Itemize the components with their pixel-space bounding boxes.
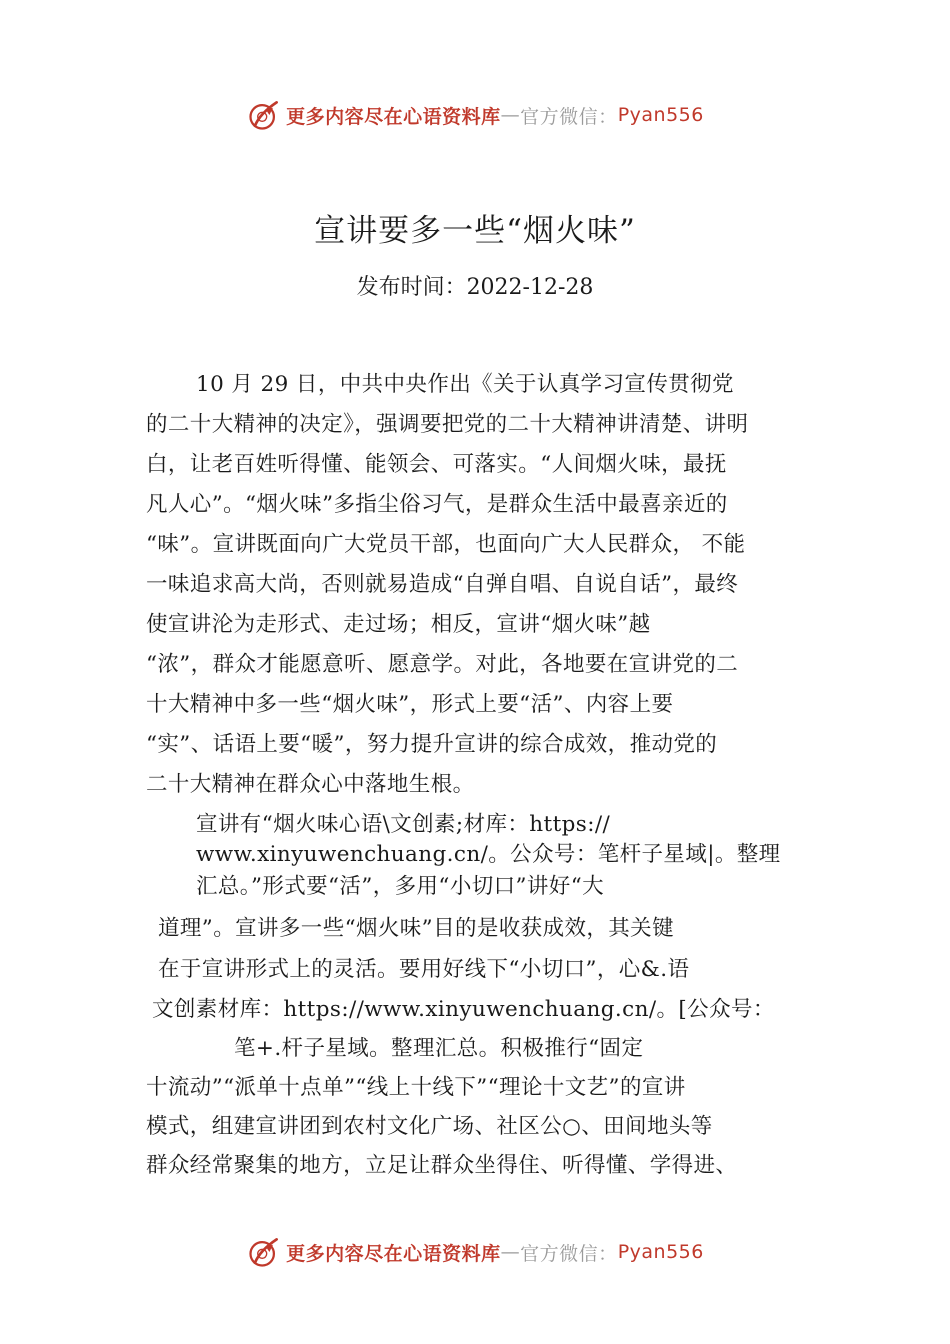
body-line: “实”、话语上要“暖”，努力提升宣讲的综合成效，推动党的 <box>146 732 718 757</box>
banner-dash: — <box>500 1241 521 1263</box>
body-line: 10 月 29 日，中共中央作出《关于认真学习宣传贯彻党 <box>196 372 734 397</box>
banner-label: 官方微信： <box>520 1242 618 1265</box>
banner-dash: — <box>500 104 521 126</box>
body-line: “浓”，群众才能愿意听、愿意学。对此，各地要在宣讲党的二 <box>146 652 739 677</box>
banner-label: 官方微信： <box>520 105 618 128</box>
body-line: 二十大精神在群众心中落地生根。 <box>146 772 475 797</box>
header-banner <box>0 95 950 135</box>
body-line: 文创素材库：https://www.xinyuwenchuang.cn/。[公众号： <box>152 997 775 1022</box>
logo-icon <box>246 97 282 133</box>
body-line: 在于宣讲形式上的灵活。要用好线下“小切口”，心&.语 <box>158 957 690 982</box>
body-line: 群众经常聚集的地方，立足让群众坐得住、听得懂、学得进、 <box>146 1153 738 1178</box>
body-line: 十大精神中多一些“烟火味”，形式上要“活”、内容上要 <box>146 692 674 717</box>
body-line: www.xinyuwenchuang.cn/。公众号：笔杆子星域|。整理 <box>196 842 781 867</box>
body-line: 的二十大精神的决定》，强调要把党的二十大精神讲清楚、讲明 <box>146 412 749 437</box>
body-line: 白，让老百姓听得懂、能领会、可落实。“人间烟火味，最抚 <box>146 452 727 477</box>
banner-main-text: 更多内容尽在心语资料库 <box>286 105 501 128</box>
body-line: “味”。宣讲既面向广大党员干部，也面向广大人民群众， 不能 <box>146 532 746 557</box>
banner-wechat-id: Pyan556 <box>617 1241 704 1263</box>
body-line: 汇总。”形式要“活”，多用“小切口”讲好“大 <box>196 874 605 899</box>
body-line: 使宣讲沦为走形式、走过场；相反，宣讲“烟火味”越 <box>146 612 651 637</box>
footer-banner <box>0 1232 950 1272</box>
body-line: 宣讲有“烟火味心语\文创素;材库：https:// <box>196 812 611 837</box>
body-line: 凡人心”。“烟火味”多指尘俗习气，是群众生活中最喜亲近的 <box>146 492 728 517</box>
body-line: 十流动”“派单十点单”“线上十线下”“理论十文艺”的宣讲 <box>146 1075 686 1100</box>
body-line: 笔+.杆子星域。整理汇总。积极推行“固定 <box>234 1036 644 1061</box>
publish-date: 发布时间：2022-12-28 <box>356 275 594 300</box>
body-line: 道理”。宣讲多一些“烟火味”目的是收获成效，其关键 <box>158 916 674 941</box>
body-line: 模式，组建宣讲团到农村文化广场、社区公○、田间地头等 <box>146 1114 713 1139</box>
article-title: 宣讲要多一些“烟火味” <box>314 213 636 249</box>
banner-main-text: 更多内容尽在心语资料库 <box>286 1242 501 1265</box>
body-line: 一味追求高大尚，否则就易造成“自弹自唱、自说自话”，最终 <box>146 572 739 597</box>
logo-icon <box>246 1234 282 1270</box>
banner-wechat-id: Pyan556 <box>617 104 704 126</box>
